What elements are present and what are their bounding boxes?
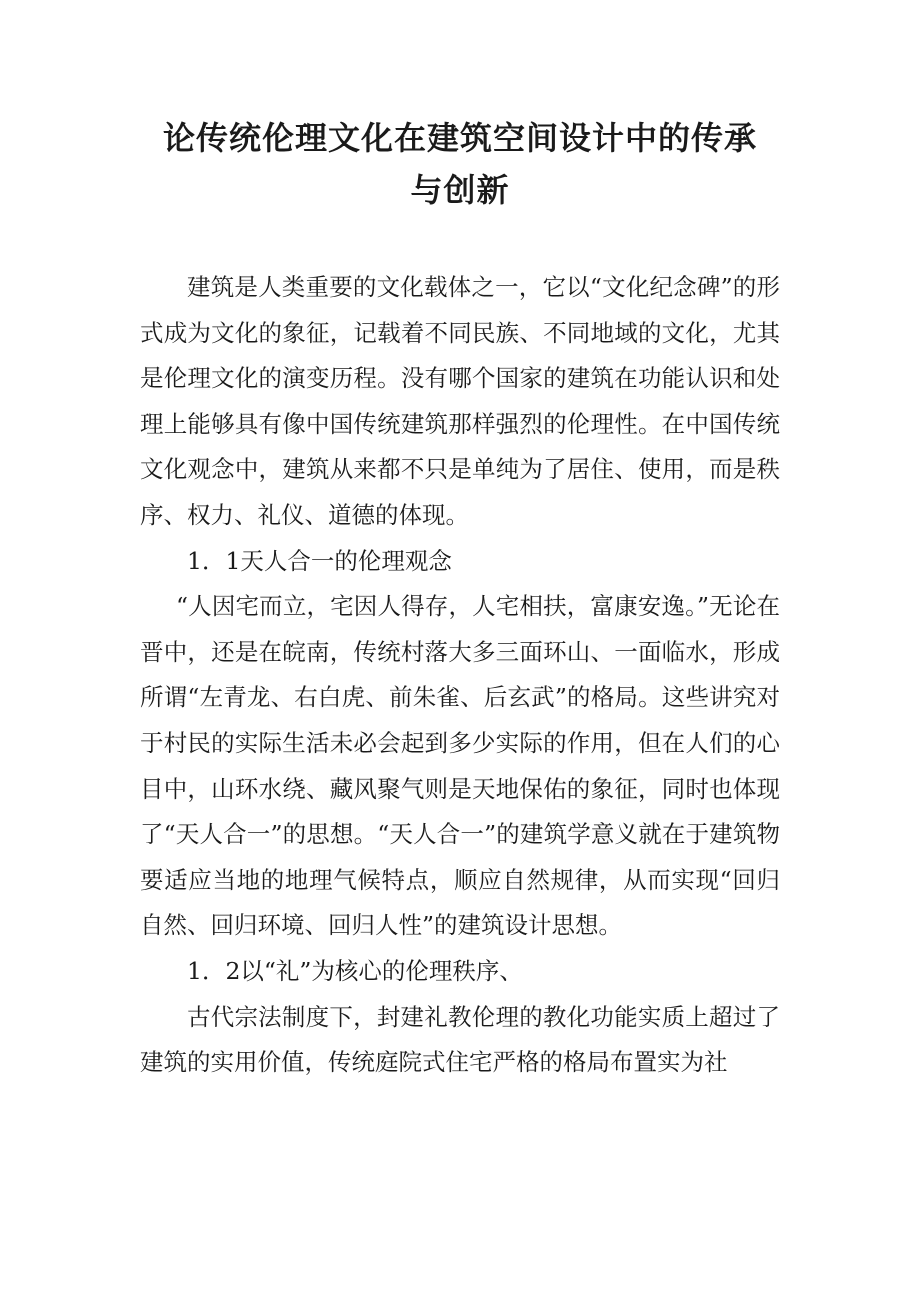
document-body — [140, 265, 780, 1086]
title-line-1: 论传统伦理文化在建筑空间设计中的传承 — [162, 119, 757, 157]
paragraph-tianren-heyi: “人因宅而立，宅因人得存，人宅相扶，富康安逸。”无论在晋中，还是在皖南，传统村落大多三面环山、一面临水，形成所谓“左青龙、右白虎、前朱雀、后玄武”的格局。这些讲究对于村民的实际生活未必会起到多少实际的作用，但在人们的心目中，山环水绕、藏风聚气则是天地保佑的象征，同时也体现了“天人合一”的思想。“天人合一”的建筑学意义就在于建筑物要适应当地的地理气候特点，顺应自然规律，从而实现“回归自然、回归环境、回归人性”的建筑设计思想。 — [140, 592, 780, 940]
document-title — [140, 112, 780, 216]
paragraph-li-order: 古代宗法制度下，封建礼教伦理的教化功能实质上超过了建筑的实用价值，传统庭院式住宅严格的格局布置实为社 — [140, 1002, 780, 1077]
paragraph-intro: 建筑是人类重要的文化载体之一，它以“文化纪念碑”的形式成为文化的象征，记载着不同民族、不同地域的文化，尤其是伦理文化的演变历程。没有哪个国家的建筑在功能认识和处理上能够具有像中国传统建筑那样强烈的伦理性。在中国传统文化观念中，建筑从来都不只是单纯为了居住、使用，而是秩序、权力、礼仪、道德的体现。 — [140, 273, 780, 529]
title-line-2: 与创新 — [410, 171, 510, 209]
section-heading-1-2: 1．2以“礼”为核心的伦理秩序、 — [187, 956, 523, 985]
section-heading-1-1: 1．1天人合一的伦理观念 — [187, 546, 452, 575]
